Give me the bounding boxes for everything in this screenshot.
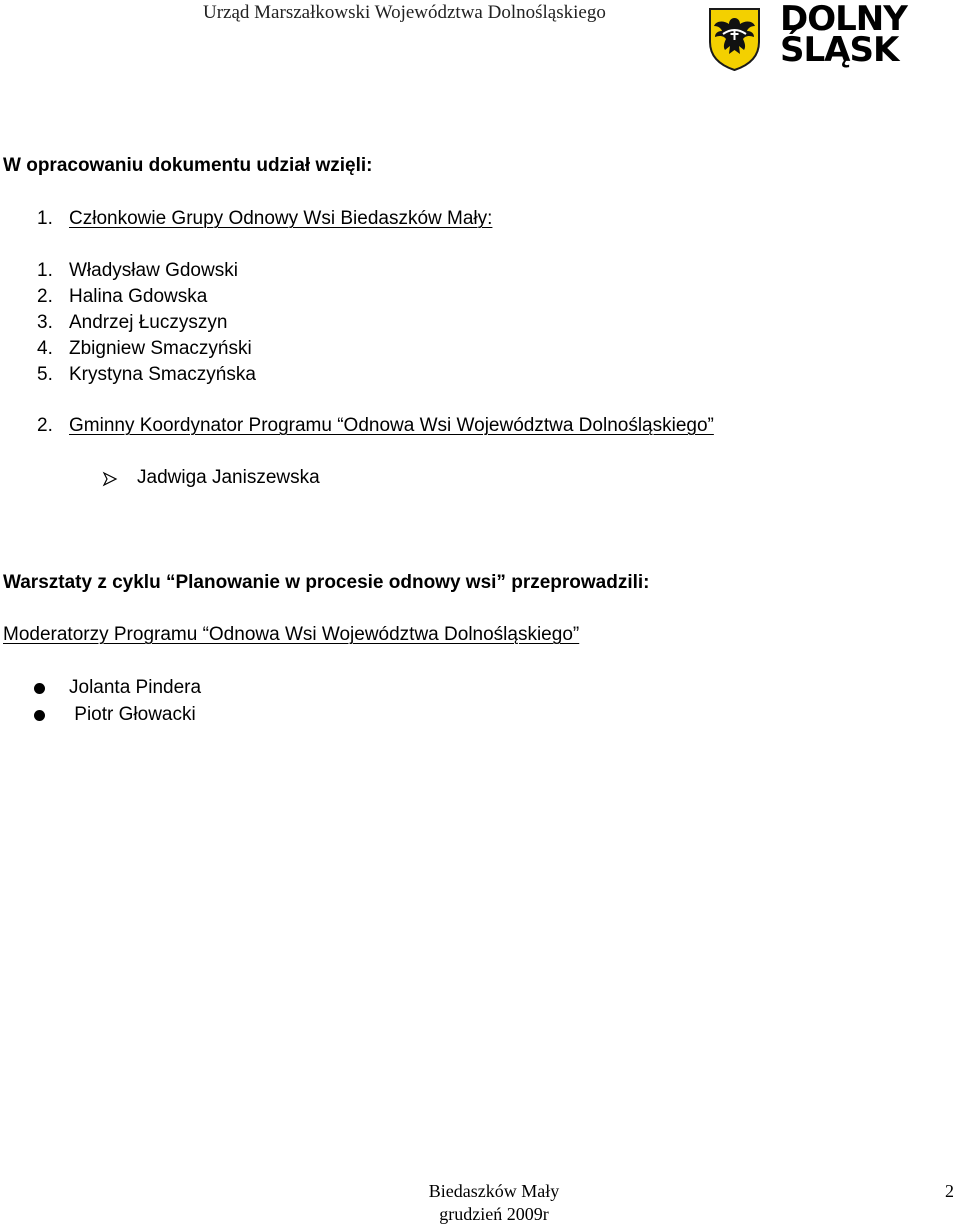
list-item	[37, 260, 238, 282]
section-1	[37, 208, 492, 230]
list-item-name: Halina Gdowska	[69, 286, 208, 307]
moderator-name: Jolanta Pindera	[69, 677, 202, 698]
workshops-heading: Warsztaty z cyklu “Planowanie w procesie odnowy wsi” przeprowadzili:	[3, 572, 650, 593]
list-item-name: Władysław Gdowski	[69, 260, 238, 281]
list-item-number: 4.	[37, 338, 53, 359]
section-1-number: 1.	[37, 208, 53, 229]
list-item	[37, 338, 252, 360]
list-item-name: Krystyna Smaczyńska	[69, 364, 256, 385]
office-title: Urząd Marszałkowski Województwa Dolnośląskiego	[203, 2, 606, 23]
brand-line-1: DOLNY	[780, 0, 907, 39]
moderators-title: Moderatorzy Programu “Odnowa Wsi Województwa Dolnośląskiego”	[3, 624, 580, 645]
list-item	[37, 312, 227, 334]
list-item-number: 5.	[37, 364, 53, 385]
section-2	[37, 415, 714, 437]
contributors-heading: W opracowaniu dokumentu udział wzięli:	[3, 155, 373, 176]
list-item-name: Andrzej Łuczyszyn	[69, 312, 228, 333]
list-item-number: 3.	[37, 312, 53, 333]
arrow-bullet-icon	[102, 471, 118, 487]
footer-date: grudzień 2009r	[439, 1204, 549, 1224]
list-item	[37, 364, 256, 386]
section-1-title: Członkowie Grupy Odnowy Wsi Biedaszków Mały:	[69, 208, 493, 229]
list-item-number: 2.	[37, 286, 53, 307]
section-2-title: Gminny Koordynator Programu “Odnowa Wsi Województwa Dolnośląskiego”	[69, 415, 714, 436]
brand-logo	[780, 0, 907, 70]
footer-place: Biedaszków Mały	[428, 1181, 560, 1201]
section-2-number: 2.	[37, 415, 53, 436]
list-item-number: 1.	[37, 260, 53, 281]
brand-line-2: ŚLĄSK	[780, 30, 899, 70]
eagle-crest-icon	[707, 6, 762, 72]
coordinator-name: Jadwiga Janiszewska	[137, 467, 320, 488]
moderator-name: Piotr Głowacki	[69, 704, 196, 725]
bullet-dot-icon	[34, 683, 45, 694]
list-item-name: Zbigniew Smaczyński	[69, 338, 252, 359]
list-item	[37, 286, 207, 308]
bullet-dot-icon	[34, 710, 45, 721]
page-number: 2	[945, 1181, 954, 1201]
